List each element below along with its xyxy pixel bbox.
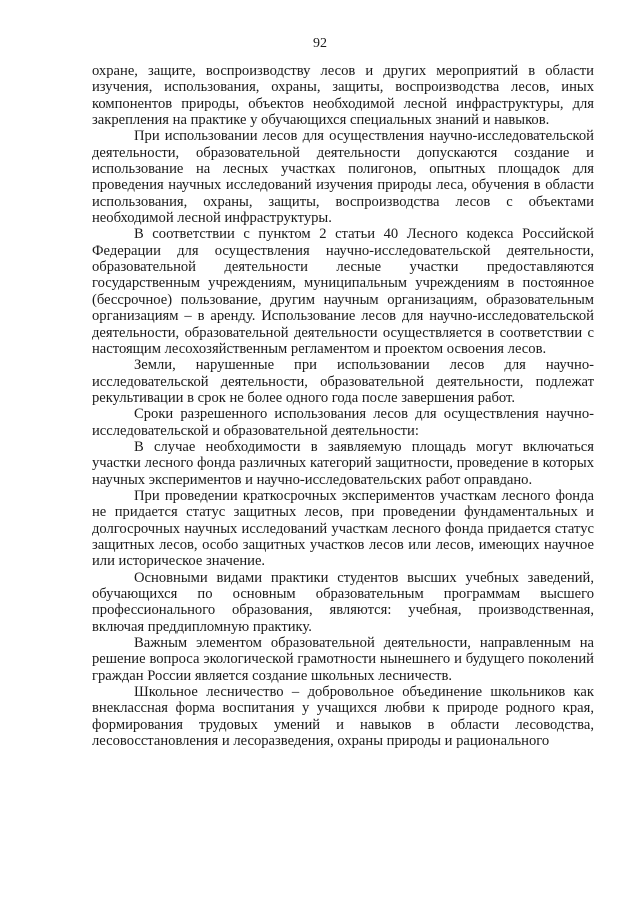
paragraph-research-use: При использовании лесов для осуществления научно-исследовательской деятельности, образовательной деятельности допускаются создание и использование на лесных участках полигонов, опытных площадок для проведения научных исследований изучения природы леса, обучения в области использования, охраны, защиты, воспроизводства лесов с объектами необходимой лесной инфраструктуры. — [92, 128, 594, 227]
paragraph-student-practice: Основными видами практики студентов высших учебных заведений, обучающихся по основным образовательным программам высшего профессионального образования, являются: учебная, производственная, включая преддипломную практику. — [92, 569, 594, 635]
page-number: 92 — [313, 36, 327, 51]
paragraph-forest-code: В соответствии с пунктом 2 статьи 40 Лесного кодекса Российской Федерации для осуществления научно-исследовательской деятельности, образовательной деятельности лесные участки предоставляются государственным учреждениям, муниципальным учреждениям в постоянное (бессрочное) пользование, другим научным организациям, образовательным организациям – в аренду. Использование лесов для научно-исследовательской деятельности, образовательной деятельности осуществляется в соответствии с настоящим лесохозяйственным регламентом и проектом освоения лесов. — [92, 226, 594, 357]
body-text — [92, 63, 594, 749]
paragraph-continuation: охране, защите, воспроизводству лесов и других мероприятий в области изучения, использования, охраны, защиты, воспроизводства лесов, иных компонентов природы, объектов необходимой лесной инфраструктуры, для закрепления на практике у обучающихся специальных знаний и навыков. — [92, 63, 594, 129]
paragraph-school-forestry-definition: Школьное лесничество – добровольное объединение школьников как внеклассная форма воспитания у учащихся любви к природе родного края, формирования трудовых умений и навыков в области лесоводства, лесовосстановления и лесоразведения, охраны природы и рационального — [92, 684, 594, 750]
paragraph-area-inclusion: В случае необходимости в заявляемую площадь могут включаться участки лесного фонда различных категорий защитности, проведение в которых научных экспериментов и научно-исследовательских работ оправдано. — [92, 438, 594, 488]
paragraph-recultivation: Земли, нарушенные при использовании лесов для научно-исследовательской деятельности, образовательной деятельности, подлежат рекультивации в срок не более одного года после завершения работ. — [92, 357, 594, 406]
paragraph-school-forestry: Важным элементом образовательной деятельности, направленным на решение вопроса экологической грамотности нынешнего и будущего поколений граждан России является создание школьных лесничеств. — [92, 635, 594, 684]
paragraph-experiments: При проведении краткосрочных экспериментов участкам лесного фонда не придается статус защитных лесов, при проведении фундаментальных и долгосрочных научных исследований участкам лесного фонда придается статус защитных лесов, особо защитных участков лесов или лесов, имеющих научное или историческое значение. — [92, 487, 594, 570]
paragraph-usage-terms: Сроки разрешенного использования лесов для осуществления научно-исследовательской и образовательной деятельности: — [92, 406, 594, 439]
